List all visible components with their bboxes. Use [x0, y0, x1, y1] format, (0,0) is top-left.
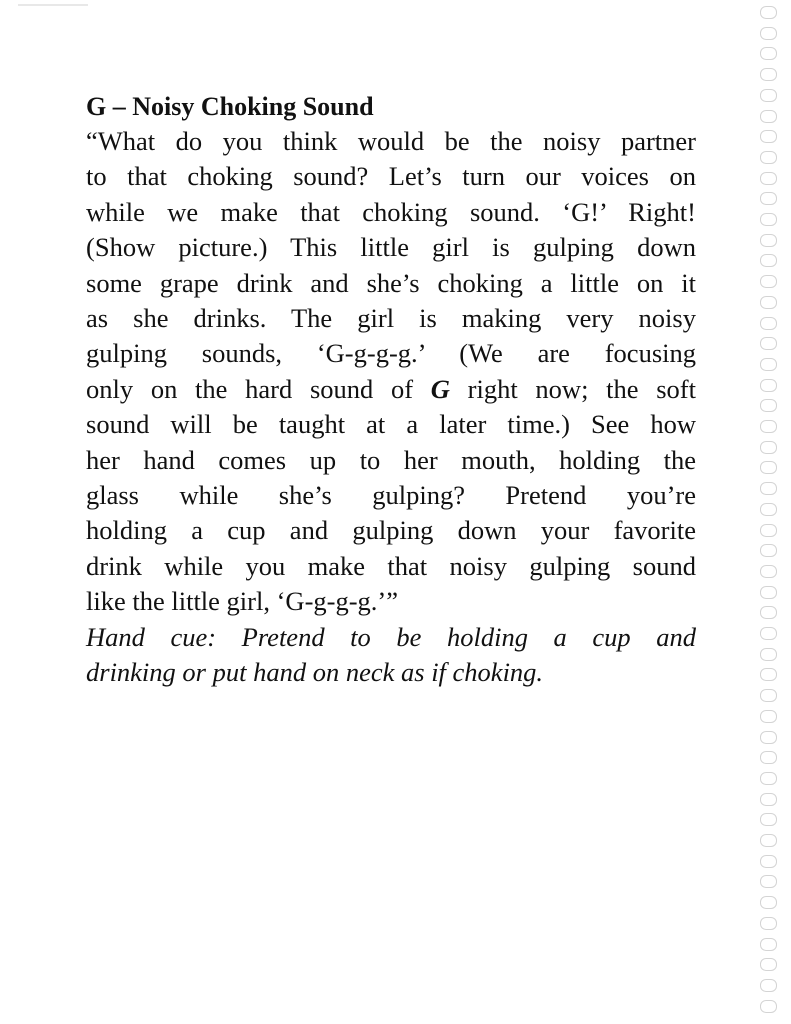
- binding-hole: [760, 917, 777, 930]
- binding-hole: [760, 938, 777, 951]
- binding-hole: [760, 6, 777, 19]
- binding-hole: [760, 565, 777, 578]
- scan-artifact: [18, 4, 88, 6]
- paragraph-line: “What do you think would be the noisy partner: [86, 126, 696, 156]
- binding-hole: [760, 855, 777, 868]
- paragraph-line: sound will be taught at a later time.) See how: [86, 409, 696, 440]
- paragraph-line: gulping sounds, ‘G-g-g-g.’ (We are focusing: [86, 338, 696, 369]
- hand-cue: [86, 620, 696, 691]
- binding-hole: [760, 668, 777, 681]
- paragraph-line: to that choking sound? Let’s turn our voices on: [86, 161, 696, 192]
- binding-hole: [760, 172, 777, 185]
- binding-hole: [760, 337, 777, 350]
- binding-hole: [760, 192, 777, 205]
- paragraph-line: her hand comes up to her mouth, holding the: [86, 444, 696, 475]
- binding-hole: [760, 275, 777, 288]
- paragraph-line: as she drinks. The girl is making very noisy: [86, 303, 696, 334]
- hand-cue-line: Hand cue: Pretend to be holding a cup and: [86, 621, 696, 652]
- binding-hole: [760, 896, 777, 909]
- binding-hole: [760, 130, 777, 143]
- binding-hole: [760, 254, 777, 267]
- hand-cue-line: drinking or put hand on neck as if choking.: [86, 657, 544, 688]
- binding-hole: [760, 834, 777, 847]
- paragraph-line: drink while you make that noisy gulping sound: [86, 550, 696, 581]
- binding-hole: [760, 151, 777, 164]
- binding-hole: [760, 1000, 777, 1013]
- binding-hole: [760, 68, 777, 81]
- binding-hole: [760, 813, 777, 826]
- binding-hole: [760, 606, 777, 619]
- binding-hole: [760, 648, 777, 661]
- binding-hole: [760, 958, 777, 971]
- binding-hole: [760, 793, 777, 806]
- binding-hole: [760, 482, 777, 495]
- section-heading: G – Noisy Choking Sound: [86, 92, 374, 121]
- binding-hole: [760, 627, 777, 640]
- binding-hole: [760, 524, 777, 537]
- binding-hole: [760, 544, 777, 557]
- paragraph-line: glass while she’s gulping? Pretend you’re: [86, 480, 696, 511]
- binding-hole: [760, 47, 777, 60]
- binding-hole: [760, 441, 777, 454]
- paragraph-line-end: right now; the soft: [449, 373, 696, 404]
- binding-hole: [760, 399, 777, 412]
- lesson-section: [86, 90, 696, 691]
- binding-hole: [760, 27, 777, 40]
- binding-hole: [760, 875, 777, 888]
- emphasized-letter-g: G: [430, 373, 450, 404]
- binding-hole: [760, 461, 777, 474]
- binding-hole: [760, 213, 777, 226]
- binding-hole: [760, 379, 777, 392]
- binding-hole: [760, 979, 777, 992]
- binding-hole: [760, 110, 777, 123]
- binding-hole: [760, 586, 777, 599]
- binding-holes: [757, 0, 783, 1024]
- paragraph-line-with-emphasis: [86, 372, 696, 407]
- binding-hole: [760, 751, 777, 764]
- binding-hole: [760, 234, 777, 247]
- paragraph-line: while we make that choking sound. ‘G!’ Right!: [86, 196, 696, 227]
- binding-hole: [760, 772, 777, 785]
- binding-hole: [760, 89, 777, 102]
- paragraph-line: like the little girl, ‘G-g-g-g.’”: [86, 586, 399, 617]
- paragraph-line: some grape drink and she’s choking a little on it: [86, 267, 696, 298]
- binding-hole: [760, 731, 777, 744]
- binding-hole: [760, 503, 777, 516]
- paragraph-line-start: only on the hard sound of: [86, 373, 431, 404]
- binding-hole: [760, 317, 777, 330]
- instruction-paragraph: [86, 124, 696, 620]
- binding-hole: [760, 358, 777, 371]
- binding-hole: [760, 710, 777, 723]
- paragraph-line: (Show picture.) This little girl is gulping down: [86, 232, 696, 263]
- binding-hole: [760, 296, 777, 309]
- binding-hole: [760, 689, 777, 702]
- binding-hole: [760, 420, 777, 433]
- paragraph-line: holding a cup and gulping down your favorite: [86, 515, 696, 546]
